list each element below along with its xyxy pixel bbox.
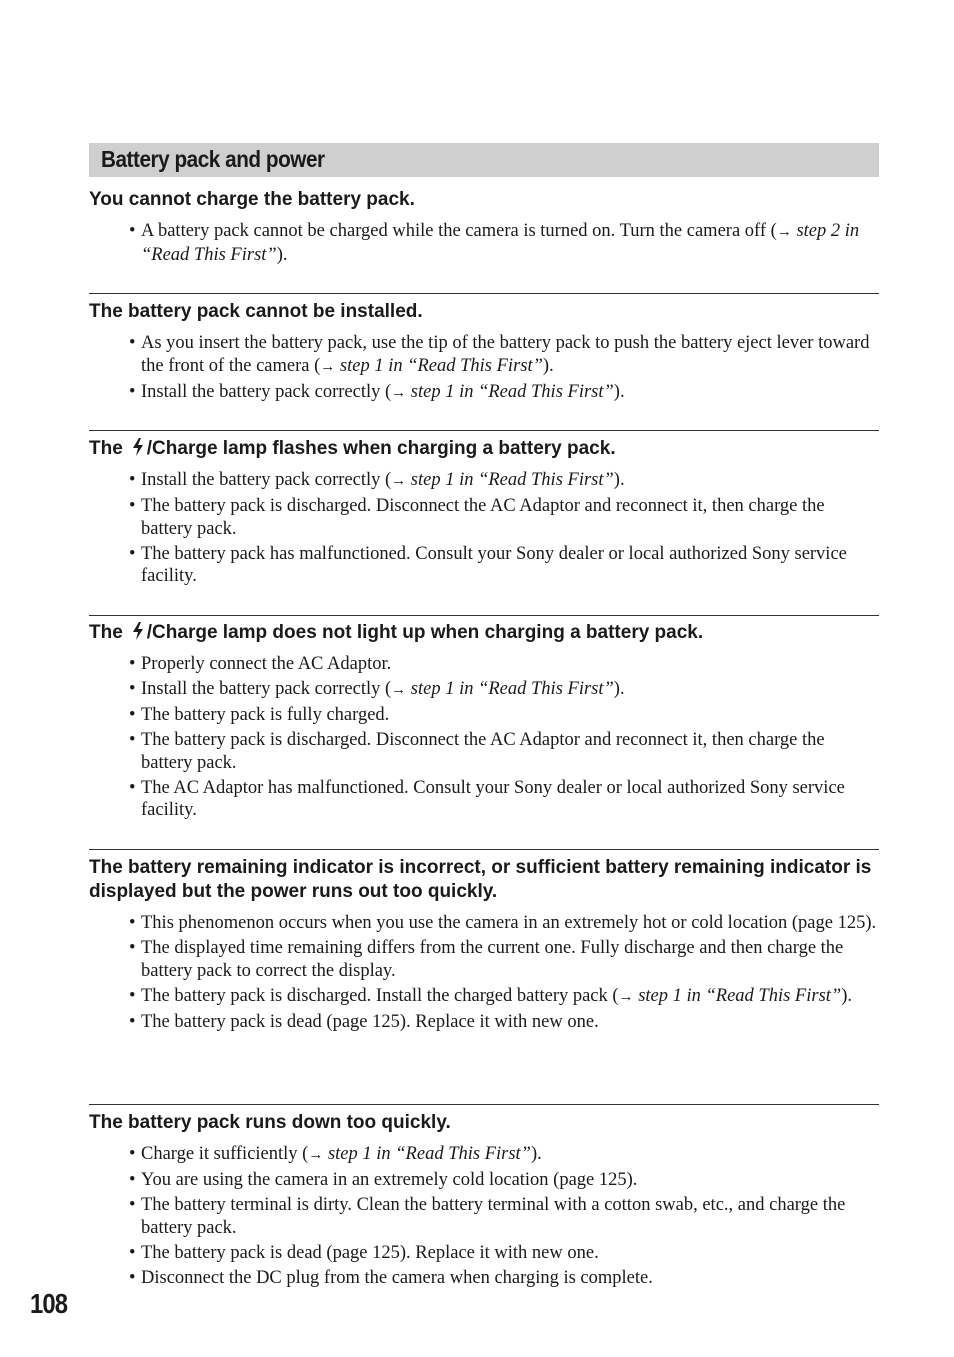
divider xyxy=(89,293,879,294)
flash-bolt-icon xyxy=(131,438,145,456)
trouble-section xyxy=(89,437,879,590)
list-item: • The battery pack is discharged. Install the charged battery pack (→ step 1 in “Read This First”). xyxy=(129,985,852,1006)
right-arrow-icon: → xyxy=(618,988,634,1005)
list-item: • The displayed time remaining differs from the current one. Fully discharge and then charge the battery pack to correct the display. xyxy=(129,938,844,981)
remedy-list xyxy=(89,653,879,822)
trouble-heading: The battery remaining indicator is incorrect, or sufficient battery remaining indicator is displayed but the power runs out too quickly. xyxy=(89,857,872,902)
section-header-bar xyxy=(89,143,879,177)
list-item: • The battery pack is fully charged. xyxy=(129,705,390,725)
divider xyxy=(89,615,879,616)
cross-reference: step 1 in “Read This First” xyxy=(335,355,543,376)
list-item: • The battery pack is dead (page 125). Replace it with new one. xyxy=(129,1011,599,1032)
trouble-heading: The battery pack cannot be installed. xyxy=(89,301,423,322)
list-item: • The battery pack is discharged. Disconnect the AC Adaptor and reconnect it, then charge the battery pack. xyxy=(129,730,825,773)
cross-reference: step 1 in “Read This First” xyxy=(406,381,614,402)
list-item: • You are using the camera in an extremely cold location (page 125). xyxy=(129,1170,638,1190)
list-item: • The battery pack has malfunctioned. Consult your Sony dealer or local authorized Sony service facility. xyxy=(129,543,847,586)
list-item: • As you insert the battery pack, use the tip of the battery pack to push the battery eject lever toward the front of the camera (→ step 1 in “Read This First”). xyxy=(129,333,870,376)
flash-bolt-icon xyxy=(131,622,145,640)
trouble-section xyxy=(89,1111,879,1292)
list-item: • The battery terminal is dirty. Clean the battery terminal with a cotton swab, etc., and charge the battery pack. xyxy=(129,1195,846,1238)
list-item: • Properly connect the AC Adaptor. xyxy=(129,654,392,674)
trouble-heading: The battery pack runs down too quickly. xyxy=(89,1112,451,1133)
page-number: 108 xyxy=(30,1288,68,1319)
right-arrow-icon: → xyxy=(776,224,792,240)
list-item: • Install the battery pack correctly (→ step 1 in “Read This First”). xyxy=(129,679,625,699)
list-item: • The battery pack is discharged. Disconnect the AC Adaptor and reconnect it, then charge the battery pack. xyxy=(129,496,825,539)
section-title: Battery pack and power xyxy=(101,146,325,172)
remedy-list xyxy=(89,469,879,588)
remedy-list xyxy=(89,1143,879,1289)
divider xyxy=(89,1104,879,1105)
list-item: • Charge it sufficiently (→ step 1 in “Read This First”). xyxy=(129,1144,542,1164)
trouble-section xyxy=(89,621,879,824)
cross-reference: step 1 in “Read This First” xyxy=(406,470,614,490)
cross-reference: step 1 in “Read This First” xyxy=(633,985,842,1006)
right-arrow-icon: → xyxy=(391,682,407,698)
trouble-heading: The /Charge lamp does not light up when charging a battery pack. xyxy=(89,622,704,643)
cross-reference: step 1 in “Read This First” xyxy=(323,1144,531,1164)
divider xyxy=(89,849,879,850)
trouble-heading: You cannot charge the battery pack. xyxy=(89,189,415,210)
list-item: • The AC Adaptor has malfunctioned. Consult your Sony dealer or local authorized Sony service facility. xyxy=(129,777,845,820)
list-item: • The battery pack is dead (page 125). Replace it with new one. xyxy=(129,1242,599,1263)
cross-reference: step 1 in “Read This First” xyxy=(406,679,614,699)
trouble-section xyxy=(89,188,879,269)
remedy-list xyxy=(89,220,879,266)
right-arrow-icon: → xyxy=(308,1147,324,1163)
list-item: • Install the battery pack correctly (→ step 1 in “Read This First”). xyxy=(129,470,625,490)
right-arrow-icon: → xyxy=(320,358,336,375)
right-arrow-icon: → xyxy=(391,473,407,489)
cross-reference: step 2 in “Read This First” xyxy=(141,221,860,265)
list-item: • A battery pack cannot be charged while the camera is turned on. Turn the camera off (→ step 2 in “Read This First”). xyxy=(129,221,860,265)
trouble-section xyxy=(89,300,879,407)
remedy-list xyxy=(89,332,879,404)
list-item: • Disconnect the DC plug from the camera when charging is complete. xyxy=(129,1267,653,1288)
trouble-section xyxy=(89,856,879,1036)
divider xyxy=(89,430,879,431)
right-arrow-icon: → xyxy=(391,384,407,401)
list-item: • Install the battery pack correctly (→ step 1 in “Read This First”). xyxy=(129,381,625,402)
trouble-heading: The /Charge lamp flashes when charging a battery pack. xyxy=(89,438,616,459)
list-item: • This phenomenon occurs when you use the camera in an extremely hot or cold location (page 125). xyxy=(129,913,877,933)
remedy-list xyxy=(89,912,879,1033)
